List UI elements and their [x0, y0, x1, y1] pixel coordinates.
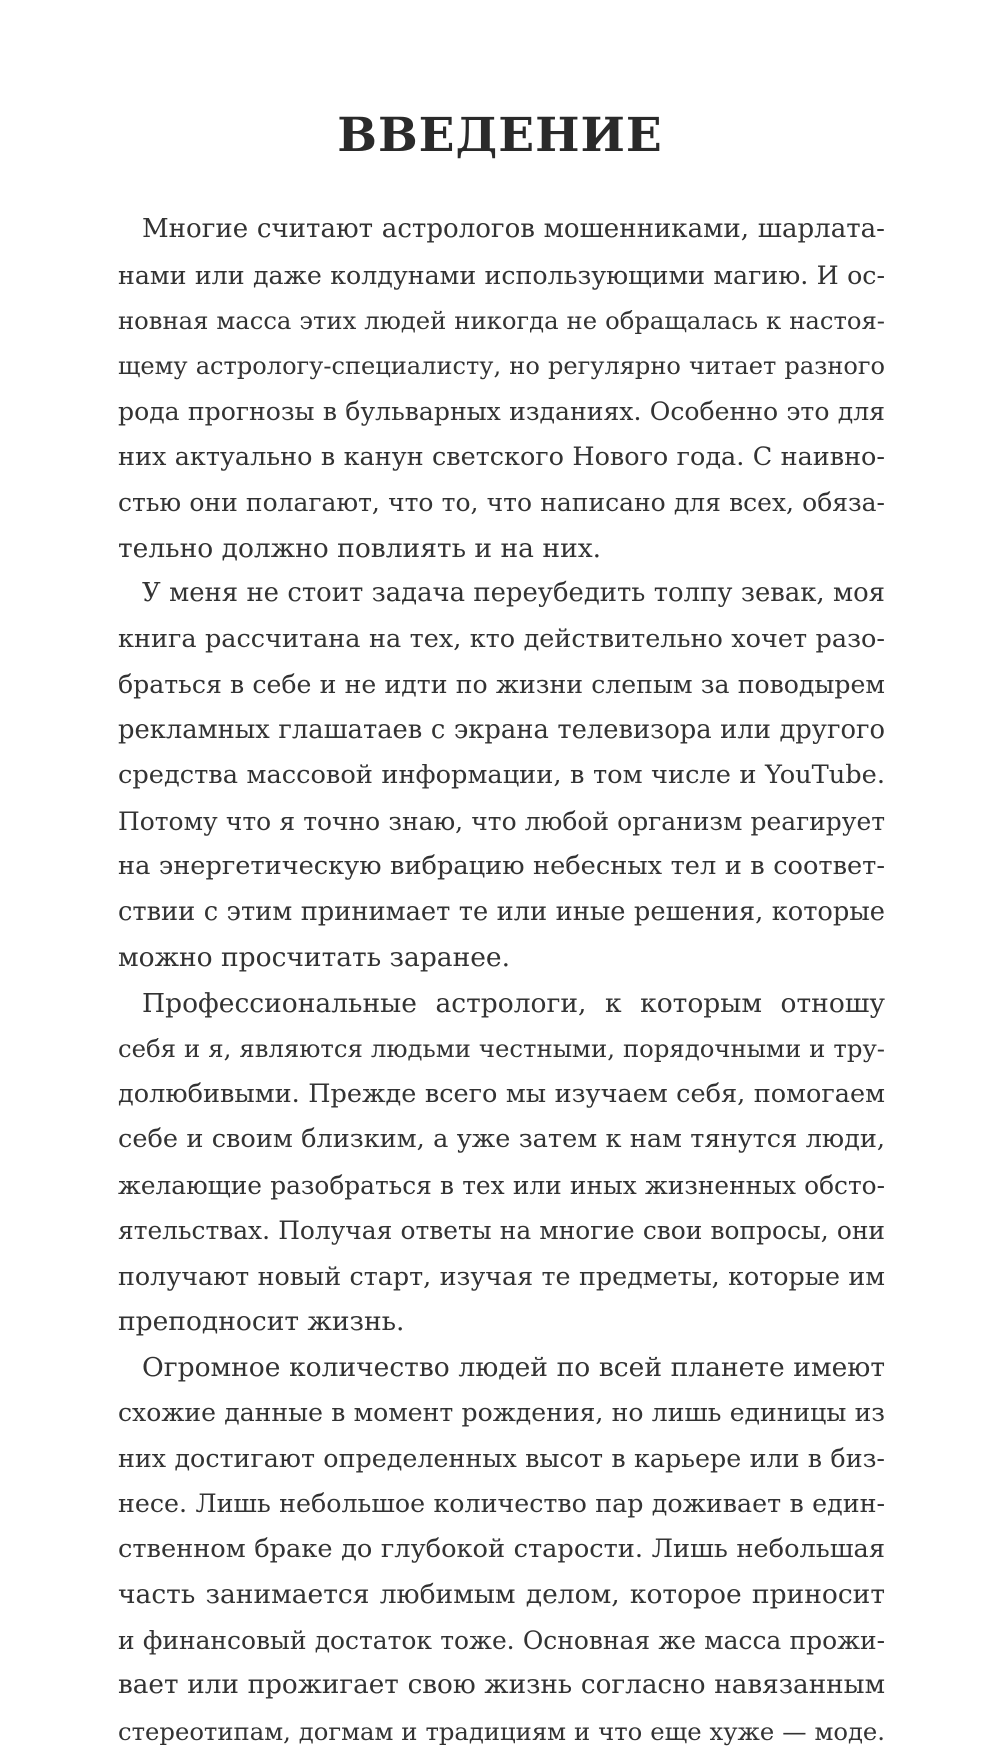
- text-line: нами или даже колдунами использующими магию. И ос-: [118, 253, 885, 299]
- text-line: ятельствах. Получая ответы на многие свои вопросы, они: [118, 1208, 885, 1254]
- paragraph: [118, 571, 885, 981]
- text-line: несе. Лишь небольшое количество пар доживает в един-: [118, 1481, 885, 1527]
- text-line: средства массовой информации, в том числе и YouTube.: [118, 753, 885, 799]
- text-line: них достигают определенных высот в карьере или в биз-: [118, 1436, 885, 1482]
- text-line: Огромное количество людей по всей планете имеют: [118, 1345, 885, 1391]
- text-line: преподносит жизнь.: [118, 1299, 885, 1345]
- paragraph: [118, 1345, 885, 1754]
- text-line: новная масса этих людей никогда не обращалась к настоя-: [118, 298, 885, 344]
- text-line: книга рассчитана на тех, кто действительно хочет разо-: [118, 617, 885, 663]
- text-line: стью они полагают, что то, что написано для всех, обяза-: [118, 480, 885, 526]
- text-line: себе и своим близким, а уже затем к нам тянутся люди,: [118, 1117, 885, 1163]
- text-line: можно просчитать заранее.: [118, 935, 885, 981]
- text-line: ственном браке до глубокой старости. Лишь небольшая: [118, 1527, 885, 1573]
- text-line: часть занимается любимым делом, которое приносит: [118, 1572, 885, 1618]
- chapter-title: ВВЕДЕНИЕ: [0, 108, 1000, 163]
- paragraph: [118, 981, 885, 1345]
- text-line: вает или прожигает свою жизнь согласно навязанным: [118, 1663, 885, 1709]
- text-line: себя и я, являются людьми честными, порядочными и тру-: [118, 1026, 885, 1072]
- text-line: Многие считают астрологов мошенниками, шарлата-: [118, 207, 885, 253]
- text-line: долюбивыми. Прежде всего мы изучаем себя, помогаем: [118, 1072, 885, 1118]
- text-line: рекламных глашатаев с экрана телевизора или другого: [118, 708, 885, 754]
- text-line: ствии с этим принимает те или иные решения, которые: [118, 890, 885, 936]
- text-line: получают новый старт, изучая те предметы, которые им: [118, 1254, 885, 1300]
- text-line: схожие данные в момент рождения, но лишь единицы из: [118, 1390, 885, 1436]
- text-line: и финансовый достаток тоже. Основная же масса прожи-: [118, 1618, 885, 1664]
- text-line: рода прогнозы в бульварных изданиях. Особенно это для: [118, 389, 885, 435]
- text-line: стереотипам, догмам и традициям и что еще хуже — моде.: [118, 1709, 885, 1754]
- text-line: Потому что я точно знаю, что любой организм реагирует: [118, 799, 885, 845]
- text-line: на энергетическую вибрацию небесных тел и в соответ-: [118, 844, 885, 890]
- text-line: щему астрологу-специалисту, но регулярно читает разного: [118, 344, 885, 390]
- text-line: Профессиональные астрологи, к которым отношу: [118, 981, 885, 1027]
- text-line: желающие разобраться в тех или иных жизненных обсто-: [118, 1163, 885, 1209]
- text-line: тельно должно повлиять и на них.: [118, 526, 885, 572]
- text-line: браться в себе и не идти по жизни слепым за поводырем: [118, 662, 885, 708]
- text-line: У меня не стоит задача переубедить толпу зевак, моя: [118, 571, 885, 617]
- text-line: них актуально в канун светского Нового года. С наивно-: [118, 435, 885, 481]
- body-text: [118, 207, 885, 1754]
- paragraph: [118, 207, 885, 571]
